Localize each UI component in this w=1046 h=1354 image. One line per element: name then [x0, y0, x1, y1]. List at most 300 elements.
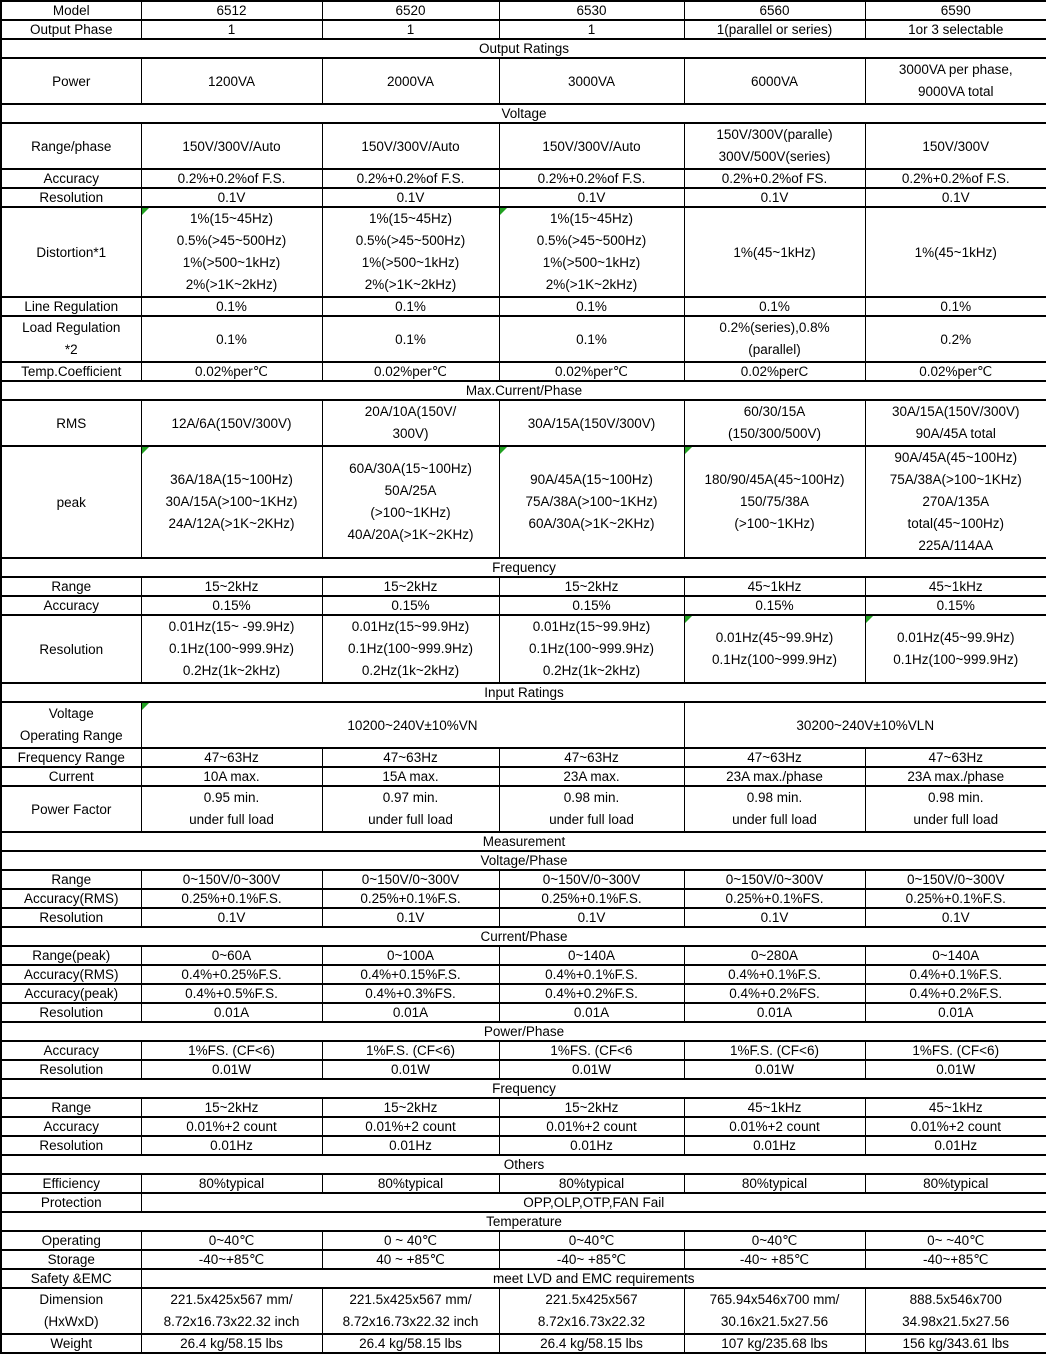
cell-line: 23A max./phase	[907, 769, 1005, 784]
cell-line: (>100~1KHz)	[370, 505, 451, 520]
table-row	[1, 400, 1046, 446]
cell-line: 80%typical	[741, 1176, 808, 1191]
table-row	[1, 577, 1046, 596]
cell-line: -40~+85℃	[923, 1252, 989, 1267]
cell-line: 0.01Hz	[934, 1138, 978, 1153]
cell-line: 80%typical	[377, 1176, 444, 1191]
spec-cell	[684, 702, 1046, 748]
cell-line: 8.72x16.73x22.32	[537, 1314, 646, 1329]
table-row	[1, 1174, 1046, 1193]
spec-cell	[865, 1174, 1046, 1193]
row-label-line: Resolution	[39, 910, 104, 925]
spec-cell	[322, 1117, 499, 1136]
row-label-line: Resolution	[39, 641, 104, 657]
table-row	[1, 1193, 1046, 1212]
cell-line: 0.1V	[396, 910, 425, 925]
section-header: Current/Phase	[1, 927, 1046, 946]
spec-cell	[684, 1060, 865, 1079]
cell-line: 90A/45A(45~100Hz)	[894, 450, 1018, 465]
cell-line: 0.2%+0.2%of F.S.	[537, 171, 646, 186]
cell-line: 0.01A	[938, 1005, 974, 1020]
spec-cell	[141, 615, 322, 683]
row-label-line: Voltage	[48, 706, 94, 721]
cell-line: 0.01A	[756, 1005, 793, 1020]
section-row	[1, 851, 1046, 870]
cell-line: 6000VA	[750, 73, 799, 89]
cell-line: 1or 3 selectable	[908, 22, 1004, 37]
cell-line: 40A/20A(>1K~2KHz)	[347, 527, 474, 542]
row-label-line: Output Phase	[29, 22, 113, 37]
table-row	[1, 362, 1046, 381]
cell-line: 30A/15A(>100~1KHz)	[165, 494, 298, 509]
cell-line: 90A/45A(15~100Hz)	[530, 472, 653, 487]
cell-line: 45~1kHz	[747, 1100, 802, 1115]
cell-line: 23A max./phase	[726, 769, 823, 784]
cell-line: 0~40℃	[568, 1233, 615, 1248]
cell-line: 60/30/15A	[743, 404, 806, 419]
cell-line: 90A/45A total	[915, 426, 996, 441]
cell-line: 0.01%+2 count	[186, 1119, 277, 1134]
cell-line: 0.25%+0.1%F.S.	[360, 891, 461, 906]
table-row	[1, 1, 1046, 20]
cell-line: 47~63Hz	[564, 750, 619, 765]
cell-line: 47~63Hz	[747, 750, 802, 765]
spec-cell	[684, 965, 865, 984]
spec-cell	[865, 58, 1046, 104]
spec-cell	[141, 400, 322, 446]
table-row	[1, 297, 1046, 316]
spec-cell	[322, 188, 499, 207]
cell-line: 150V/300V/Auto	[361, 138, 460, 154]
cell-line: 0.1V	[760, 910, 789, 925]
row-label	[1, 889, 141, 908]
cell-line: 1%FS. (CF<6)	[912, 1043, 1000, 1058]
cell-line: 0.01W	[211, 1062, 252, 1077]
spec-cell	[865, 1098, 1046, 1117]
cell-line: 0.1V	[217, 910, 246, 925]
cell-line: under full load	[732, 812, 817, 827]
spec-cell	[499, 1041, 684, 1060]
cell-line: 8.72x16.73x22.32 inch	[342, 1314, 479, 1329]
spec-cell	[499, 20, 684, 39]
row-label-line: Resolution	[39, 1138, 104, 1153]
spec-cell	[141, 1, 322, 20]
spec-cell	[141, 577, 322, 596]
table-row	[1, 1250, 1046, 1269]
cell-line: 0.1Hz(100~999.9Hz)	[169, 641, 294, 656]
spec-cell	[141, 446, 322, 558]
cell-line: 47~63Hz	[204, 750, 259, 765]
spec-cell	[499, 786, 684, 832]
cell-line: 150V/300V(paralle)	[716, 127, 833, 142]
row-label-line: Line Regulation	[24, 299, 119, 314]
spec-cell	[865, 786, 1046, 832]
row-label-line: (HxWxD)	[43, 1314, 99, 1329]
row-label-line: Weight	[50, 1336, 93, 1351]
cell-line: 0.2%+0.2%of F.S.	[901, 171, 1010, 186]
cell-line: 30A/15A(150V/300V)	[527, 415, 656, 431]
spec-cell	[499, 1174, 684, 1193]
cell-line: 0.4%+0.1%F.S.	[545, 967, 638, 982]
cell-line: 23A max.	[563, 769, 620, 784]
spec-cell	[865, 1136, 1046, 1155]
row-label	[1, 446, 141, 558]
spec-cell	[499, 316, 684, 362]
cell-line: 0~40℃	[208, 1233, 255, 1248]
table-row	[1, 984, 1046, 1003]
cell-line: 0.1V	[577, 190, 606, 205]
row-label-line: Safety &EMC	[30, 1271, 112, 1286]
row-label	[1, 984, 141, 1003]
cell-line: 8.72x16.73x22.32 inch	[163, 1314, 300, 1329]
cell-line: 0.1V	[941, 190, 970, 205]
spec-cell	[499, 1098, 684, 1117]
spec-cell	[322, 767, 499, 786]
cell-line: 0.1%	[395, 299, 426, 314]
spec-cell	[141, 169, 322, 188]
table-row	[1, 702, 1046, 748]
cell-line: (parallel)	[748, 342, 801, 357]
cell-line: 0.4%+0.5%F.S.	[185, 986, 278, 1001]
cell-line: 40 ~ +85℃	[376, 1252, 445, 1267]
spec-cell	[499, 1060, 684, 1079]
spec-cell	[684, 615, 865, 683]
cell-line: 0~ ~40℃	[927, 1233, 985, 1248]
cell-line: 0.01%+2 count	[729, 1119, 820, 1134]
row-label	[1, 965, 141, 984]
section-header: Frequency	[1, 1079, 1046, 1098]
cell-line: 30.16x21.5x27.56	[720, 1314, 829, 1329]
cell-line: 0~280A	[751, 948, 798, 963]
cell-line: 50A/25A	[384, 483, 437, 498]
row-label	[1, 870, 141, 889]
cell-line: 26.4 kg/58.15 lbs	[540, 1336, 643, 1351]
spec-cell	[322, 615, 499, 683]
spec-cell	[865, 1250, 1046, 1269]
table-row	[1, 1117, 1046, 1136]
cell-line: 15~2kHz	[564, 579, 619, 594]
cell-line: 0.1V	[217, 190, 246, 205]
cell-line: 0.01Hz(45~99.9Hz)	[715, 630, 834, 645]
cell-line: 15~2kHz	[383, 1100, 438, 1115]
cell-line: 221.5x425x567 mm/	[170, 1292, 293, 1307]
spec-cell	[684, 1098, 865, 1117]
row-label-line: Protection	[40, 1195, 102, 1210]
spec-cell	[865, 1288, 1046, 1334]
spec-cell	[322, 786, 499, 832]
row-label-line: Range	[51, 872, 92, 887]
section-row	[1, 558, 1046, 577]
cell-line: 75A/38A(>100~1KHz)	[889, 472, 1022, 487]
spec-cell	[684, 786, 865, 832]
spec-cell	[684, 1288, 865, 1334]
cell-line: 80%typical	[923, 1176, 989, 1191]
cell-line: 1%(45~1kHz)	[914, 244, 997, 260]
spec-cell	[499, 1288, 684, 1334]
spec-cell	[684, 946, 865, 965]
spec-cell	[684, 1250, 865, 1269]
section-row	[1, 39, 1046, 58]
cell-line: 0.01A	[573, 1005, 610, 1020]
spec-cell	[684, 984, 865, 1003]
table-row	[1, 1098, 1046, 1117]
cell-line: 0.97 min.	[382, 790, 439, 805]
row-label	[1, 1, 141, 20]
cell-line: 0.01W	[936, 1062, 976, 1077]
spec-cell	[141, 123, 322, 169]
spec-cell	[499, 965, 684, 984]
row-label	[1, 1269, 141, 1288]
section-row	[1, 1155, 1046, 1174]
spec-cell	[865, 20, 1046, 39]
cell-line: 0.4%+0.2%F.S.	[909, 986, 1003, 1001]
spec-cell	[322, 362, 499, 381]
row-label-line: Efficiency	[42, 1176, 101, 1191]
cell-line: 0.15%	[212, 598, 251, 613]
cell-line: 0.01%+2 count	[910, 1119, 1001, 1134]
cell-line: 0.5%(>45~500Hz)	[536, 233, 647, 248]
spec-cell	[499, 1117, 684, 1136]
spec-cell	[322, 316, 499, 362]
spec-cell	[684, 1136, 865, 1155]
cell-line: 0~40℃	[751, 1233, 798, 1248]
cell-line: 0.2%+0.2%of F.S.	[356, 171, 465, 186]
cell-line: 10A max.	[203, 769, 260, 784]
spec-cell	[865, 889, 1046, 908]
cell-line: 36A/18A(15~100Hz)	[170, 472, 293, 487]
spec-cell	[499, 123, 684, 169]
cell-line: 0.4%+0.2%F.S.	[545, 986, 638, 1001]
spec-cell	[322, 870, 499, 889]
row-label	[1, 362, 141, 381]
spec-cell	[865, 1060, 1046, 1079]
spec-cell	[684, 870, 865, 889]
row-label	[1, 1193, 141, 1212]
row-label-line: Resolution	[39, 190, 104, 205]
section-row	[1, 683, 1046, 702]
row-label	[1, 1117, 141, 1136]
spec-cell	[322, 1003, 499, 1022]
table-row	[1, 1041, 1046, 1060]
row-label	[1, 207, 141, 297]
row-label-line: Resolution	[39, 1005, 104, 1020]
row-label	[1, 1250, 141, 1269]
cell-line: 0.2%+0.2%of FS.	[721, 171, 828, 186]
cell-line: 0~100A	[387, 948, 434, 963]
section-row	[1, 832, 1046, 851]
cell-line: 1200VA	[207, 73, 256, 89]
spec-cell	[322, 1231, 499, 1250]
cell-line: 1	[406, 22, 415, 37]
spec-cell	[141, 1288, 322, 1334]
spec-table-body	[1, 1, 1046, 1353]
table-row	[1, 946, 1046, 965]
spec-cell	[684, 577, 865, 596]
cell-line: 0.4%+0.2%FS.	[729, 986, 820, 1001]
spec-cell	[322, 1098, 499, 1117]
cell-line: 12A/6A(150V/300V)	[171, 415, 292, 431]
spec-cell	[141, 1193, 1046, 1212]
spec-cell	[865, 908, 1046, 927]
row-label-line: Temp.Coefficient	[21, 364, 122, 379]
spec-cell	[141, 870, 322, 889]
spec-cell	[322, 596, 499, 615]
cell-line: -40~+85℃	[198, 1252, 265, 1267]
cell-line: 1%(>500~1kHz)	[542, 255, 641, 270]
spec-cell	[865, 577, 1046, 596]
cell-line: 0.98 min.	[746, 790, 803, 805]
table-row	[1, 748, 1046, 767]
spec-cell	[684, 1041, 865, 1060]
spec-cell	[684, 188, 865, 207]
cell-line: 0.4%+0.3%FS.	[365, 986, 456, 1001]
cell-line: 0.1V	[396, 190, 425, 205]
spec-cell	[499, 767, 684, 786]
table-row	[1, 169, 1046, 188]
spec-cell	[141, 1117, 322, 1136]
spec-cell	[684, 748, 865, 767]
row-label-line: Accuracy	[43, 1043, 100, 1058]
table-row	[1, 1003, 1046, 1022]
spec-cell	[141, 316, 322, 362]
spec-cell	[141, 1060, 322, 1079]
cell-line: 0.25%+0.1%F.S.	[181, 891, 282, 906]
table-row	[1, 207, 1046, 297]
table-row	[1, 20, 1046, 39]
cell-line: 2%(>1K~2kHz)	[364, 277, 457, 292]
cell-line: 0.15%	[936, 598, 975, 613]
section-header: Temperature	[1, 1212, 1046, 1231]
cell-line: 0.25%+0.1%F.S.	[905, 891, 1006, 906]
spec-cell	[865, 1, 1046, 20]
spec-cell	[322, 123, 499, 169]
cell-line: 0~150V/0~300V	[542, 872, 641, 887]
row-label-line: Operating	[41, 1233, 101, 1248]
spec-cell	[684, 1, 865, 20]
section-row	[1, 1022, 1046, 1041]
spec-cell	[865, 767, 1046, 786]
cell-line: 2000VA	[386, 73, 435, 89]
table-row	[1, 965, 1046, 984]
spec-cell	[865, 596, 1046, 615]
spec-cell	[684, 316, 865, 362]
spec-cell	[499, 207, 684, 297]
cell-line: 0.25%+0.1%FS.	[725, 891, 824, 906]
table-row	[1, 1060, 1046, 1079]
cell-line: 0.1%	[216, 299, 247, 314]
spec-cell	[499, 596, 684, 615]
spec-cell	[141, 58, 322, 104]
spec-cell	[499, 748, 684, 767]
cell-line: 0.01Hz	[210, 1138, 253, 1153]
cell-line: 2%(>1K~2kHz)	[185, 277, 278, 292]
cell-line: 6560	[759, 3, 790, 18]
spec-cell	[684, 400, 865, 446]
row-label	[1, 1003, 141, 1022]
cell-line: 45~1kHz	[928, 1100, 983, 1115]
cell-line: 9000VA total	[917, 84, 994, 99]
row-label	[1, 908, 141, 927]
row-label	[1, 1174, 141, 1193]
spec-cell	[499, 446, 684, 558]
section-header: Voltage/Phase	[1, 851, 1046, 870]
spec-cell	[141, 297, 322, 316]
cell-line: 0.4%+0.15%F.S.	[360, 967, 461, 982]
spec-cell	[684, 1231, 865, 1250]
cell-line: 15~2kHz	[383, 579, 438, 594]
cell-line: 30A/15A(150V/300V)	[891, 404, 1020, 419]
cell-line: 0.1Hz(100~999.9Hz)	[712, 652, 837, 667]
cell-line: 15~2kHz	[204, 579, 259, 594]
spec-cell	[322, 1288, 499, 1334]
row-label	[1, 702, 141, 748]
cell-line: 0.01W	[390, 1062, 431, 1077]
cell-line: 6530	[576, 3, 607, 18]
spec-cell	[322, 1174, 499, 1193]
section-header: Frequency	[1, 558, 1046, 577]
cell-line: 0.1Hz(100~999.9Hz)	[893, 652, 1019, 667]
cell-line: 1%F.S. (CF<6)	[366, 1043, 455, 1058]
spec-cell	[684, 123, 865, 169]
row-label-line: Operating Range	[19, 728, 123, 743]
spec-cell	[141, 702, 684, 748]
cell-line: 1%(15~45Hz)	[190, 211, 273, 226]
cell-line: 225A/114AA	[918, 538, 994, 553]
cell-line: 0.15%	[755, 598, 794, 613]
cell-line: 150V/300V/Auto	[182, 138, 281, 154]
cell-line: 60A/30A(>1K~2KHz)	[528, 516, 655, 531]
cell-line: 34.98x21.5x27.56	[902, 1314, 1010, 1329]
spec-cell	[322, 1136, 499, 1155]
cell-line: 150V/300V/Auto	[542, 138, 641, 154]
spec-cell	[865, 1003, 1046, 1022]
cell-line: 1%(15~45Hz)	[369, 211, 452, 226]
spec-cell	[865, 446, 1046, 558]
cell-line: 0.2%	[940, 331, 972, 347]
spec-cell	[499, 946, 684, 965]
row-label	[1, 1288, 141, 1334]
cell-line: 0.01Hz(15~ -99.9Hz)	[168, 619, 295, 634]
spec-cell	[141, 786, 322, 832]
cell-line: 1%(45~1kHz)	[733, 244, 816, 260]
cell-line: 80%typical	[198, 1176, 265, 1191]
cell-line: 0~140A	[568, 948, 615, 963]
spec-cell	[322, 1060, 499, 1079]
cell-line: 0.95 min.	[203, 790, 260, 805]
spec-cell	[322, 748, 499, 767]
section-header: Power/Phase	[1, 1022, 1046, 1041]
cell-line: 60A/30A(15~100Hz)	[349, 461, 472, 476]
row-label-line: Model	[52, 3, 90, 18]
spec-cell	[141, 1250, 322, 1269]
spec-cell	[865, 1041, 1046, 1060]
cell-line: 10200~240V±10%VN	[347, 717, 478, 733]
cell-line: 0.1Hz(100~999.9Hz)	[348, 641, 473, 656]
cell-line: under full load	[913, 812, 999, 827]
spec-cell	[684, 1003, 865, 1022]
spec-cell	[684, 446, 865, 558]
spec-cell	[141, 20, 322, 39]
cell-line: 0.01Hz(15~99.9Hz)	[532, 619, 651, 634]
cell-line: 0~150V/0~300V	[361, 872, 460, 887]
cell-line: 2%(>1K~2kHz)	[545, 277, 638, 292]
cell-line: under full load	[189, 812, 274, 827]
row-label	[1, 123, 141, 169]
spec-cell	[865, 188, 1046, 207]
table-row	[1, 596, 1046, 615]
cell-line: 0.1%	[216, 331, 247, 347]
table-row	[1, 1269, 1046, 1288]
